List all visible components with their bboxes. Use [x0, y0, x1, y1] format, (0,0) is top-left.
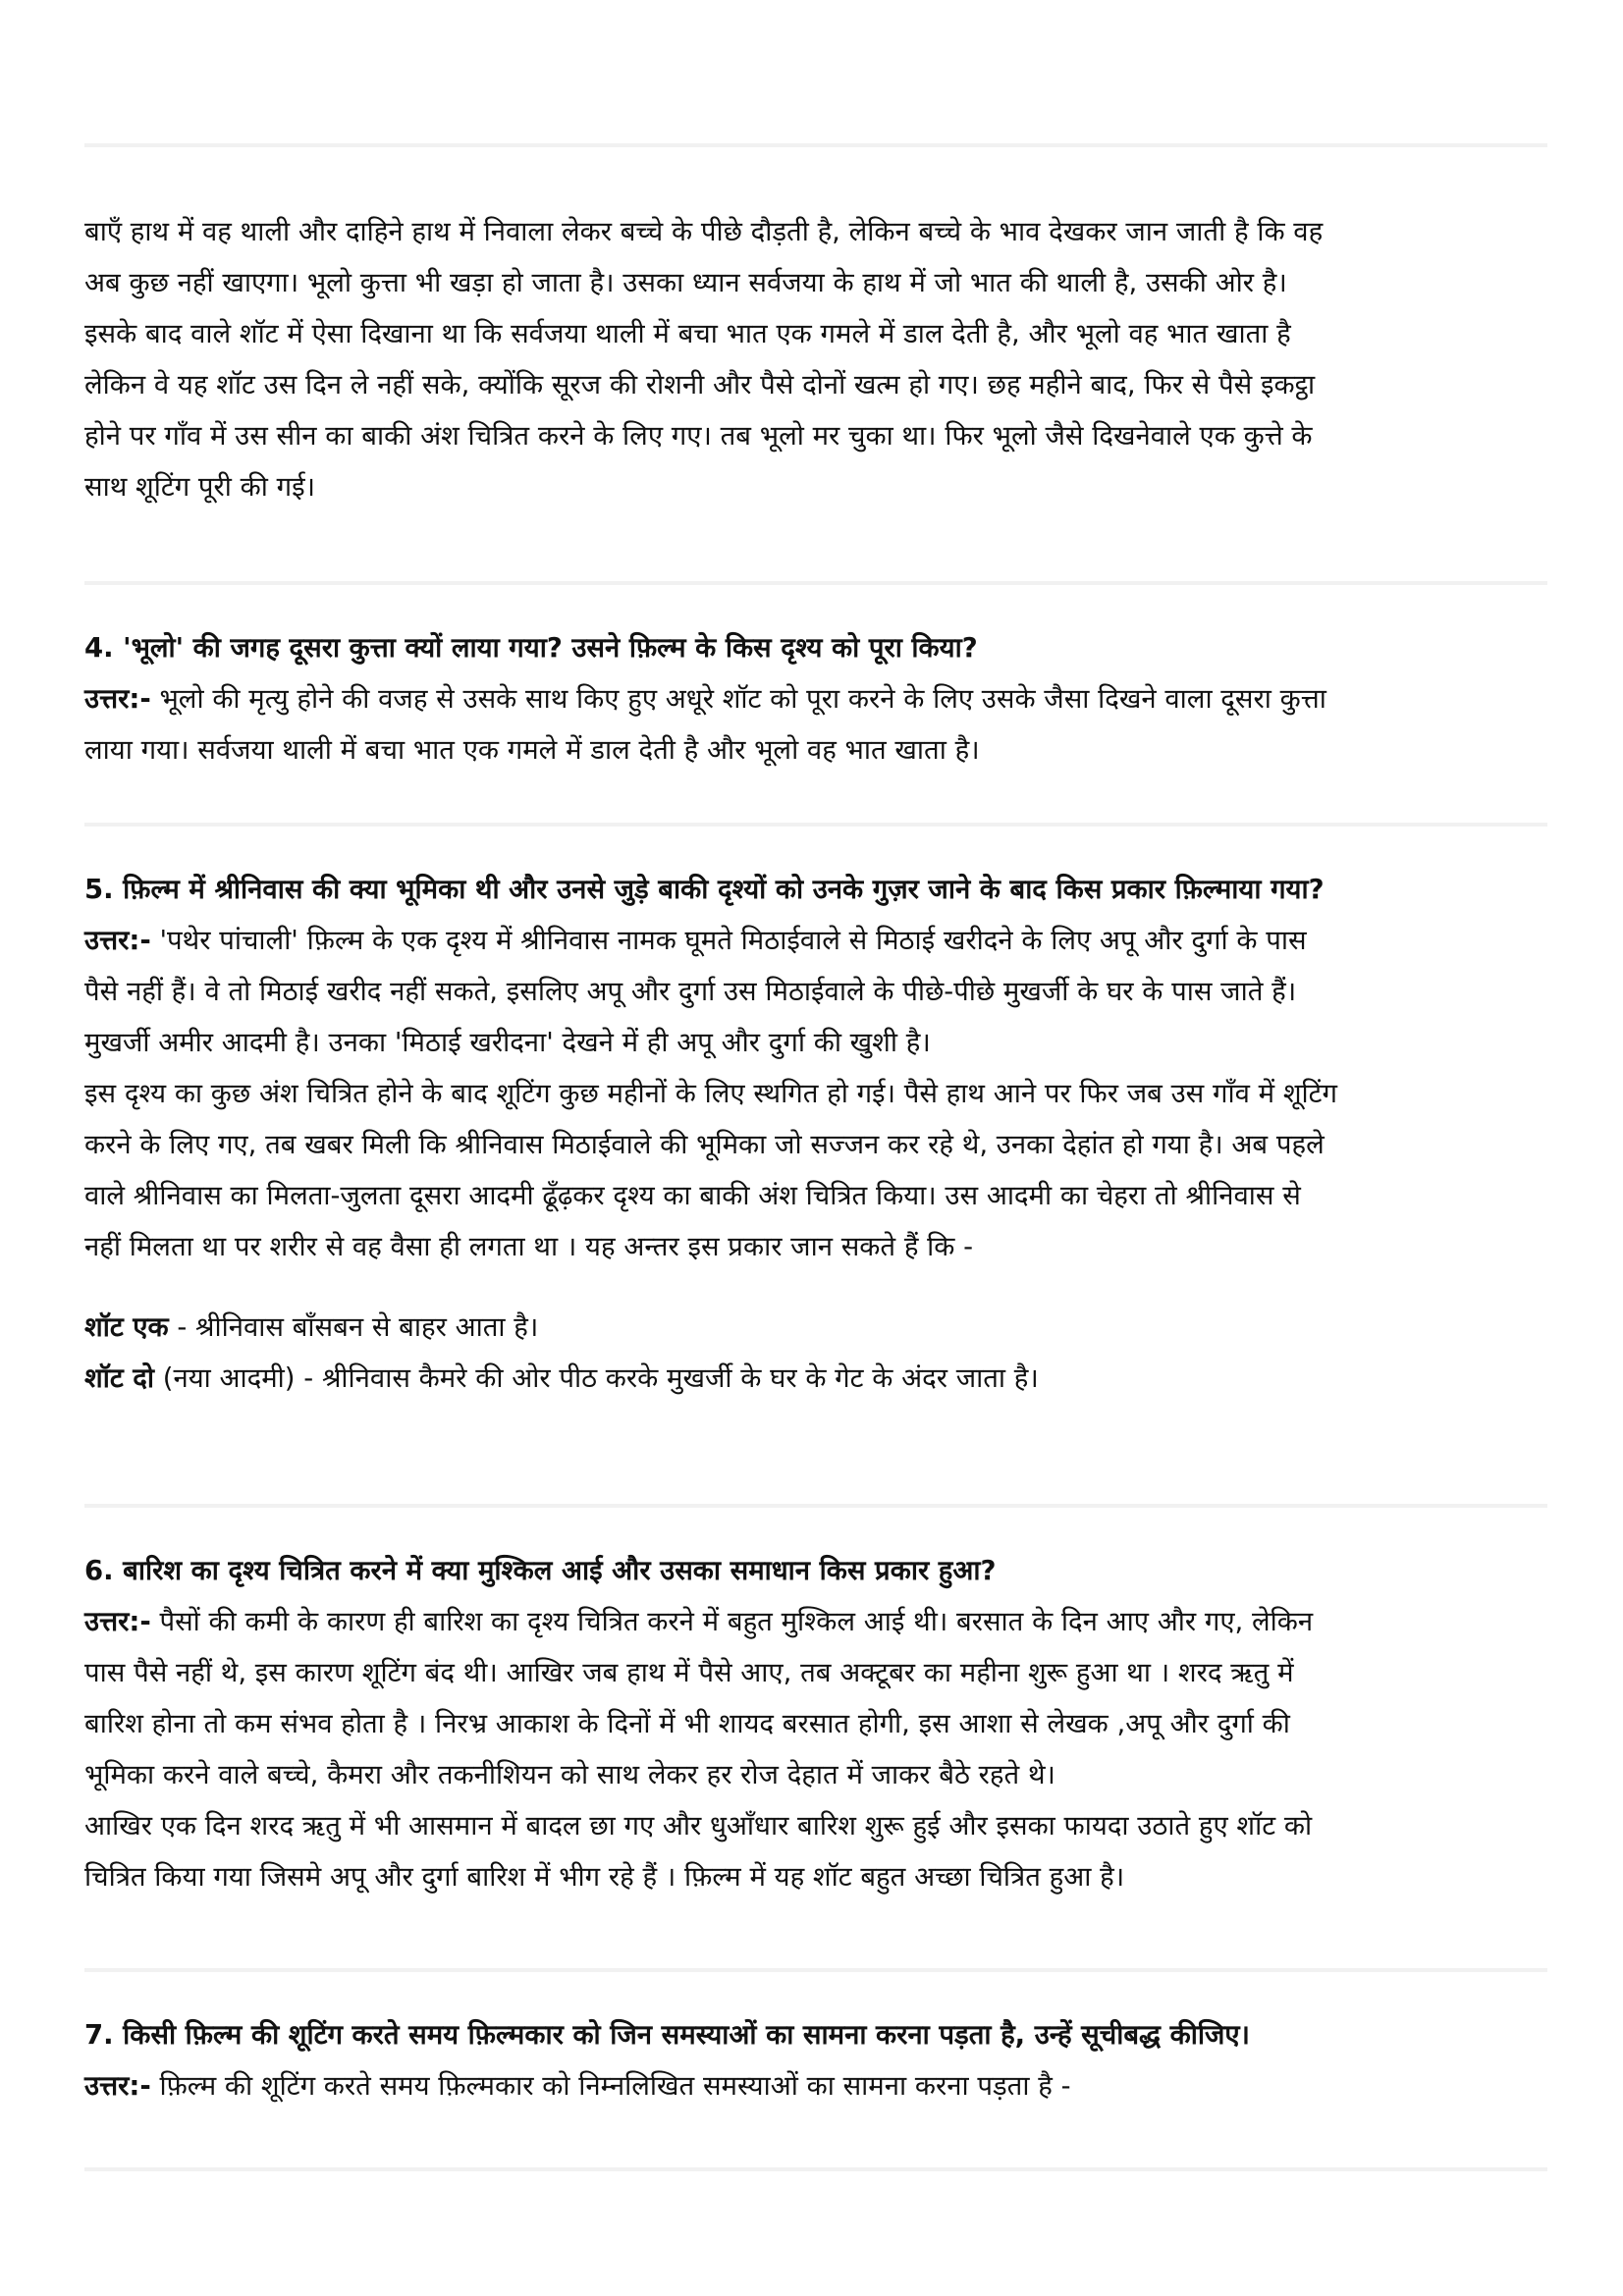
text-line: इसके बाद वाले शॉट में ऐसा दिखाना था कि सर्वजया थाली में बचा भात एक गमले में डाल देती है, और भूलो वह भात खाता है [84, 318, 1291, 349]
answer-label: उत्तर:- [84, 683, 151, 715]
question-heading: 4. 'भूलो' की जगह दूसरा कुत्ता क्यों लाया गया? उसने फ़िल्म के किस दृश्य को पूरा किया? [84, 632, 978, 664]
answer-text: 'पथेर पांचाली' फ़िल्म के एक दृश्य में श्रीनिवास नामक घूमते मिठाईवाले से मिठाई खरीदने के लिए अपू और दुर्गा के पास [150, 925, 1307, 956]
question-heading: 6. बारिश का दृश्य चित्रित करने में क्या मुश्किल आई और उसका समाधान किस प्रकार हुआ? [84, 1555, 997, 1586]
answer-line: नहीं मिलता था पर शरीर से वह वैसा ही लगता था । यह अन्तर इस प्रकार जान सकते हैं कि - [84, 1231, 974, 1262]
answer-text: फ़िल्म की शूटिंग करते समय फ़िल्मकार को निम्नलिखित समस्याओं का सामना करना पड़ता है - [150, 2070, 1071, 2102]
answer-line: इस दृश्य का कुछ अंश चित्रित होने के बाद शूटिंग कुछ महीनों के लिए स्थगित हो गई। पैसे हाथ आने पर फिर जब उस गाँव में शूटिंग [84, 1078, 1337, 1109]
shot-one-label: शॉट एक [84, 1311, 169, 1343]
shot-two-line [84, 1353, 1337, 1404]
text-line: होने पर गाँव में उस सीन का बाकी अंश चित्रित करने के लिए गए। तब भूलो मर चुका था। फिर भूलो जैसे दिखनेवाले एक कुत्ते के [84, 420, 1313, 452]
text-line: लेकिन वे यह शॉट उस दिन ले नहीं सके, क्योंकि सूरज की रोशनी और पैसे दोनों खत्म हो गए। छह महीने बाद, फिर से पैसे इकट्ठा [84, 369, 1316, 400]
divider [84, 1968, 1547, 1972]
answer-line [84, 673, 1326, 724]
answer-line: करने के लिए गए, तब खबर मिली कि श्रीनिवास मिठाईवाले की भूमिका जो सज्जन कर रहे थे, उनका देहांत हो गया है। अब पहले [84, 1129, 1325, 1160]
question-6 [84, 1545, 1313, 1902]
answer-line: मुखर्जी अमीर आदमी है। उनका 'मिठाई खरीदना' देखने में ही अपू और दुर्गा की खुशी है। [84, 1027, 931, 1058]
answer-text: भूलो की मृत्यु होने की वजह से उसके साथ किए हुए अधूरे शॉट को पूरा करने के लिए उसके जैसा दिखने वाला दूसरा कुत्ता [150, 683, 1326, 715]
answer-line: चित्रित किया गया जिसमे अपू और दुर्गा बारिश में भीग रहे हैं । फ़िल्म में यह शॉट बहुत अच्छा चित्रित हुआ है। [84, 1861, 1125, 1893]
question-heading: 5. फ़िल्म में श्रीनिवास की क्या भूमिका थी और उनसे जुड़े बाकी दृश्यों को उनके गुज़र जाने के बाद किस प्रकार फ़िल्माया गया? [84, 874, 1325, 905]
divider [84, 581, 1547, 585]
answer-line: वाले श्रीनिवास का मिलता-जुलता दूसरा आदमी ढूँढ़कर दृश्य का बाकी अंश चित्रित किया। उस आदमी का चेहरा तो श्रीनिवास से [84, 1180, 1301, 1211]
intro-paragraph [84, 206, 1323, 512]
answer-line [84, 2060, 1250, 2111]
divider [84, 143, 1547, 147]
question-7 [84, 2009, 1250, 2111]
answer-label: उत्तर:- [84, 2070, 151, 2102]
divider [84, 2167, 1547, 2171]
divider [84, 823, 1547, 827]
text-line: अब कुछ नहीं खाएगा। भूलो कुत्ता भी खड़ा हो जाता है। उसका ध्यान सर्वजया के हाथ में जो भात की थाली है, उसकी ओर है। [84, 267, 1287, 298]
text-line: साथ शूटिंग पूरी की गई। [84, 471, 316, 503]
answer-line [84, 1596, 1313, 1647]
answer-line: पैसे नहीं हैं। वे तो मिठाई खरीद नहीं सकते, इसलिए अपू और दुर्गा उस मिठाईवाले के पीछे-पीछे मुखर्जी के घर के पास जाते हैं। [84, 976, 1297, 1007]
answer-line [84, 915, 1337, 966]
text-line: बाएँ हाथ में वह थाली और दाहिने हाथ में निवाला लेकर बच्चे के पीछे दौड़ती है, लेकिन बच्चे के भाव देखकर जान जाती है कि वह [84, 216, 1324, 247]
answer-line: आखिर एक दिन शरद ऋतु में भी आसमान में बादल छा गए और धुआँधार बारिश शुरू हुई और इसका फायदा उठाते हुए शॉट को [84, 1810, 1313, 1842]
question-heading: 7. किसी फ़िल्म की शूटिंग करते समय फ़िल्मकार को जिन समस्याओं का सामना करना पड़ता है, उन्हें सूचीबद्ध कीजिए। [84, 2019, 1250, 2051]
answer-line: लाया गया। सर्वजया थाली में बचा भात एक गमले में डाल देती है और भूलो वह भात खाता है। [84, 734, 980, 766]
answer-label: उत्तर:- [84, 925, 151, 956]
question-5 [84, 864, 1337, 1404]
answer-text: पैसों की कमी के कारण ही बारिश का दृश्य चित्रित करने में बहुत मुश्किल आई थी। बरसात के दिन आए और गए, लेकिन [150, 1606, 1314, 1637]
shot-one-line [84, 1302, 1337, 1353]
question-4 [84, 622, 1326, 775]
answer-label: उत्तर:- [84, 1606, 151, 1637]
answer-line: बारिश होना तो कम संभव होता है । निरभ्र आकाश के दिनों में भी शायद बरसात होगी, इस आशा से लेखक ,अपू और दुर्गा की [84, 1708, 1290, 1739]
shot-one-text: - श्रीनिवास बाँसबन से बाहर आता है। [168, 1311, 539, 1343]
answer-line: पास पैसे नहीं थे, इस कारण शूटिंग बंद थी। आखिर जब हाथ में पैसे आए, तब अक्टूबर का महीना शुरू हुआ था । शरद ऋतु में [84, 1657, 1294, 1688]
shot-two-label: शॉट दो [84, 1362, 154, 1394]
shot-two-text: (नया आदमी) - श्रीनिवास कैमरे की ओर पीठ करके मुखर्जी के घर के गेट के अंदर जाता है। [153, 1362, 1039, 1394]
divider [84, 1504, 1547, 1508]
answer-line: भूमिका करने वाले बच्चे, कैमरा और तकनीशियन को साथ लेकर हर रोज देहात में जाकर बैठे रहते थे। [84, 1759, 1055, 1790]
